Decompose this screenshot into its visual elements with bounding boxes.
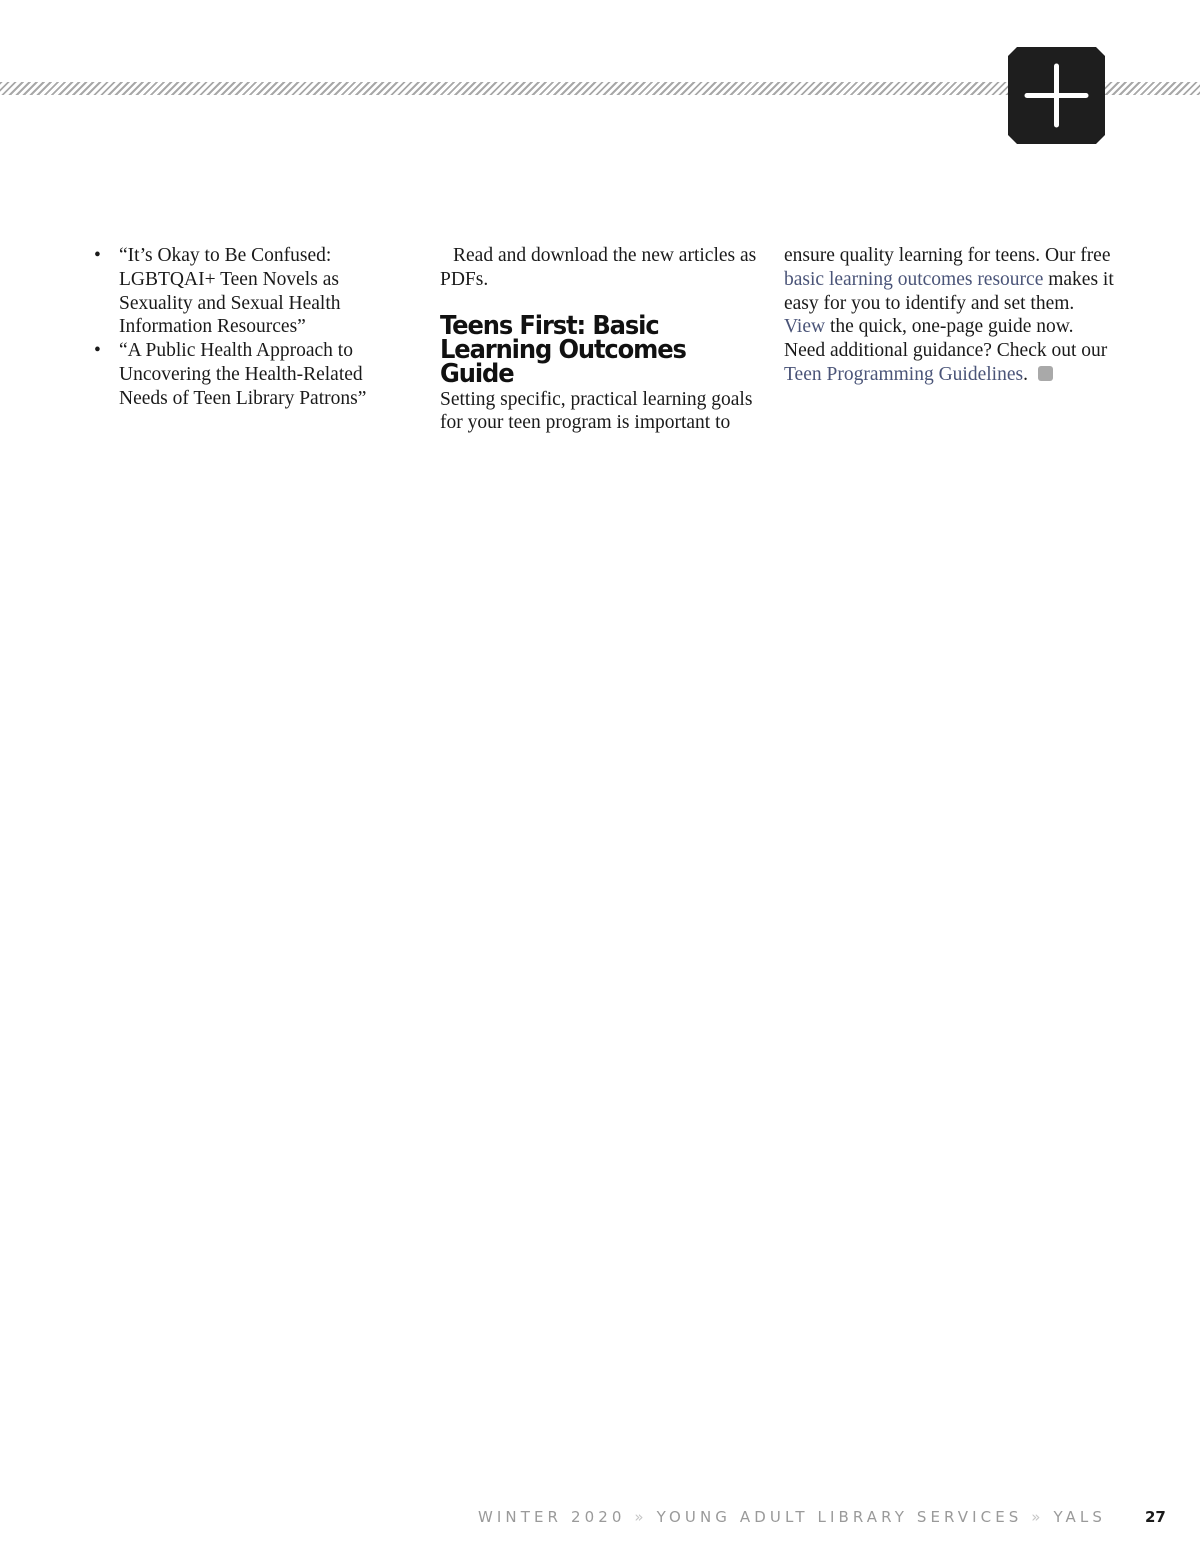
article-title: “A Public Health Approach to Uncovering the Health-Related Needs of Teen Library Patrons” [119, 340, 367, 409]
section-heading: Teens First: Basic Learning Outcomes Guide [440, 310, 686, 389]
footer-separator: » [634, 1508, 648, 1526]
text-segment: makes it easy for you to identify and set them. [784, 268, 1114, 314]
text-segment: . [1023, 363, 1028, 385]
running-footer [478, 1508, 1106, 1526]
footer-separator: » [1031, 1508, 1045, 1526]
article-title: “It’s Okay to Be Confused: LGBTQAI+ Teen Novels as Sexuality and Sexual Health Information Resources” [119, 245, 341, 338]
bullet-icon: • [94, 340, 101, 362]
plus-icon [1008, 47, 1105, 144]
end-of-article-icon [1038, 366, 1053, 381]
intro-paragraph: Read and download the new articles as PDFs. [440, 245, 757, 290]
article-list [92, 244, 407, 411]
body-paragraph: Setting specific, practical learning goals for your teen program is important to [440, 388, 753, 434]
text-segment: the quick, one-page guide now. Need additional guidance? Check out our [784, 316, 1108, 362]
view-guide-link[interactable]: View [784, 316, 826, 338]
footer-season: WINTER 2020 [477, 1508, 626, 1526]
list-item [92, 244, 407, 339]
page-number: 27 [1145, 1508, 1166, 1526]
plus-badge [1008, 47, 1105, 144]
page-footer [0, 1508, 1200, 1528]
teen-programming-guidelines-link[interactable]: Teen Programming Guidelines [784, 363, 1024, 385]
body-paragraph-continued [784, 244, 1114, 387]
footer-publication: YOUNG ADULT LIBRARY SERVICES [656, 1508, 1023, 1526]
footer-journal: YALS [1053, 1508, 1106, 1526]
learning-outcomes-link[interactable]: basic learning outcomes resource [784, 268, 1044, 290]
column-right [784, 244, 1114, 387]
column-middle [440, 244, 770, 435]
text-segment: ensure quality learning for teens. Our free [784, 245, 1111, 266]
bullet-icon: • [94, 245, 101, 266]
column-left [92, 244, 407, 411]
list-item [92, 339, 407, 410]
